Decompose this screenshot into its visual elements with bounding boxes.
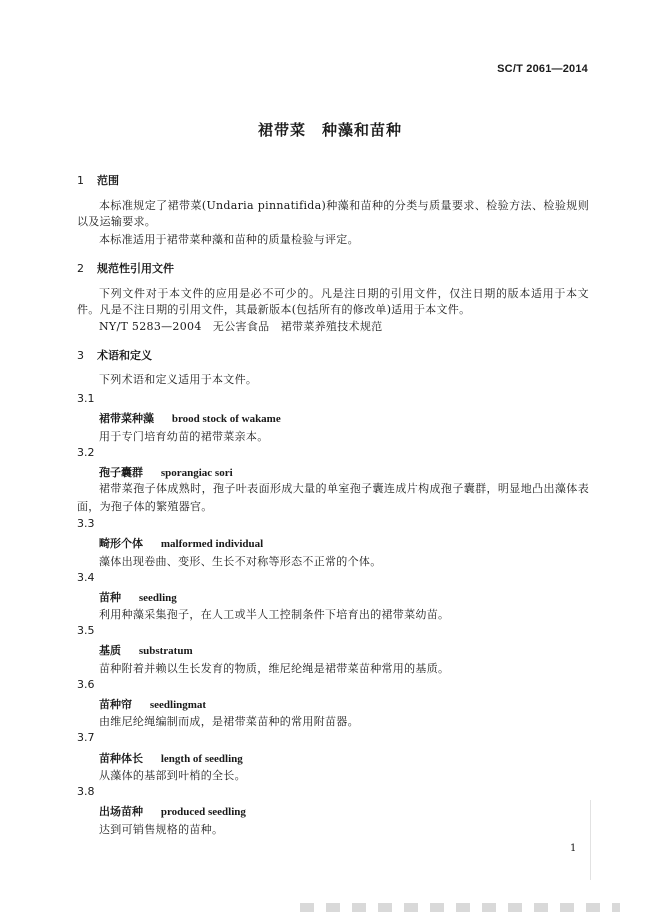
term-heading xyxy=(99,464,233,480)
term-definition: 裙带菜孢子体成熟时，孢子叶表面形成大量的单室孢子囊连成片构成孢子囊群，明显地凸出藻体表面，为孢子体的繁殖器官。 xyxy=(77,482,589,513)
section-1-paragraph-1: 本标准规定了裙带菜(Undaria pinnatifida)种藻和苗种的分类与质量要求、检验方法、检验规则以及运输要求。 xyxy=(77,199,589,228)
term-definition: 藻体出现卷曲、变形、生长不对称等形态不正常的个体。 xyxy=(99,555,382,568)
term-chinese: 孢子囊群 xyxy=(99,466,143,479)
term-definition: 苗种附着并赖以生长发育的物质，维尼纶绳是裙带菜苗种常用的基质。 xyxy=(99,662,450,675)
page-number: 1 xyxy=(570,843,577,854)
term-heading xyxy=(99,696,206,712)
normative-reference: NY/T 5283—2004 无公害食品 裙带菜养殖技术规范 xyxy=(99,320,383,333)
standard-code: SC/T 2061—2014 xyxy=(497,63,588,75)
term-heading xyxy=(99,589,177,605)
term-chinese: 苗种帘 xyxy=(99,698,132,711)
term-english: sporangiac sori xyxy=(160,467,233,479)
term-number: 3.2 xyxy=(77,446,95,459)
section-1-paragraph-2: 本标准适用于裙带菜种藻和苗种的质量检验与评定。 xyxy=(99,233,359,246)
term-definition: 由维尼纶绳编制而成，是裙带菜苗种的常用附苗器。 xyxy=(99,715,359,728)
term-number: 3.7 xyxy=(77,731,95,744)
term-number: 3.8 xyxy=(77,785,95,798)
term-chinese: 苗种 xyxy=(99,591,121,604)
term-chinese: 畸形个体 xyxy=(99,537,143,550)
scan-edge-line xyxy=(590,800,591,880)
section-3-heading xyxy=(77,347,152,363)
term-english: brood stock of wakame xyxy=(171,413,281,425)
term-heading xyxy=(99,410,281,426)
term-number: 3.1 xyxy=(77,392,95,405)
term-number: 3.3 xyxy=(77,517,95,530)
term-english: length of seedling xyxy=(160,753,243,765)
section-2-heading xyxy=(77,260,174,276)
term-english: seedlingmat xyxy=(149,699,207,711)
section-3-intro: 下列术语和定义适用于本文件。 xyxy=(99,373,258,386)
term-number: 3.4 xyxy=(77,571,95,584)
section-number: 2 xyxy=(77,261,84,275)
term-definition: 用于专门培育幼苗的裙带菜亲本。 xyxy=(99,430,269,443)
term-heading xyxy=(99,803,246,819)
document-title: 裙带菜 种藻和苗种 xyxy=(257,121,402,139)
term-definition: 达到可销售规格的苗种。 xyxy=(99,823,224,836)
term-chinese: 基质 xyxy=(99,644,121,657)
term-heading xyxy=(99,750,243,766)
term-definition: 从藻体的基部到叶梢的全长。 xyxy=(99,769,246,782)
term-chinese: 出场苗种 xyxy=(99,805,143,818)
section-2-paragraph-1: 下列文件对于本文件的应用是必不可少的。凡是注日期的引用文件，仅注日期的版本适用于本文件。凡是不注日期的引用文件，其最新版本(包括所有的修改单)适用于本文件。 xyxy=(77,287,589,316)
term-heading xyxy=(99,535,263,551)
term-chinese: 裙带菜种藻 xyxy=(99,412,154,425)
term-english: malformed individual xyxy=(160,538,264,550)
section-number: 3 xyxy=(77,348,84,362)
section-title: 范围 xyxy=(97,174,119,187)
term-heading xyxy=(99,642,193,658)
term-english: produced seedling xyxy=(160,806,246,818)
term-definition: 利用种藻采集孢子，在人工或半人工控制条件下培育出的裙带菜幼苗。 xyxy=(99,608,450,621)
term-english: substratum xyxy=(138,645,193,657)
section-number: 1 xyxy=(77,173,84,187)
scan-bottom-artifact xyxy=(300,903,620,912)
section-title: 规范性引用文件 xyxy=(97,262,174,275)
term-chinese: 苗种体长 xyxy=(99,752,143,765)
section-title: 术语和定义 xyxy=(97,349,152,362)
section-1-heading xyxy=(77,172,119,188)
term-english: seedling xyxy=(138,592,177,604)
term-number: 3.6 xyxy=(77,678,95,691)
term-number: 3.5 xyxy=(77,624,95,637)
